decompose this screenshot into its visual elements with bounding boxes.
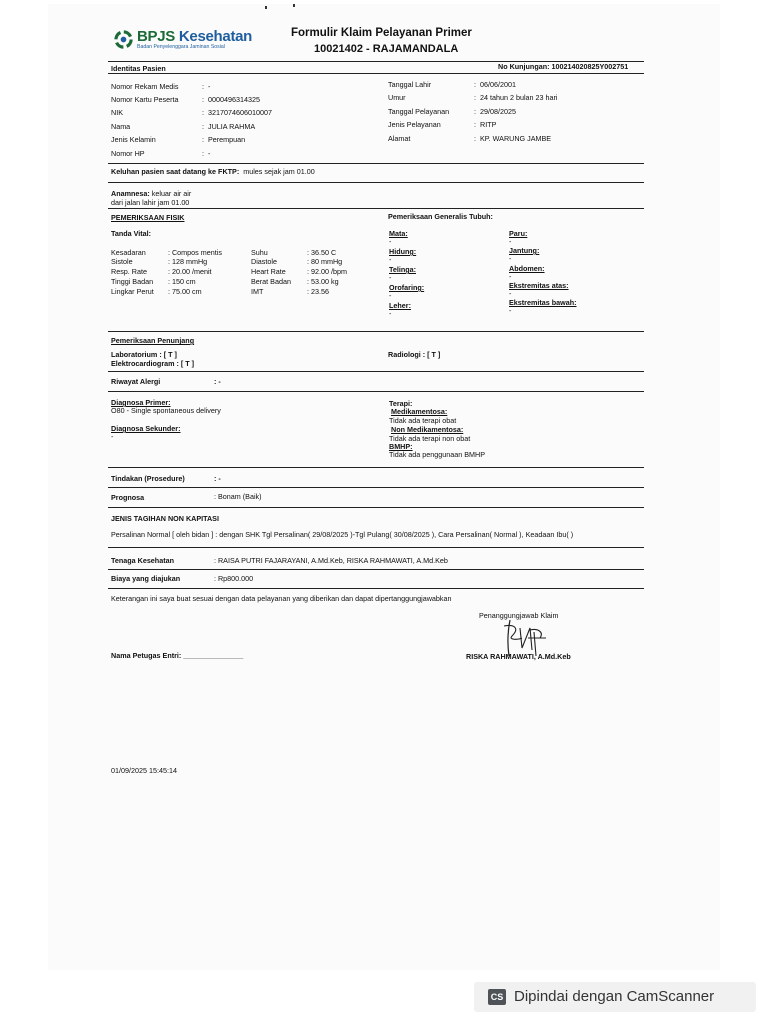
- generalis-label: Paru:: [509, 229, 528, 238]
- generalis-label: Hidung:: [389, 247, 417, 256]
- vital-value: : 128 mmHg: [168, 257, 208, 266]
- generalis-label: Telinga:: [389, 265, 417, 274]
- print-timestamp: 01/09/2025 15:45:14: [111, 766, 177, 775]
- identitas-label: Tanggal Pelayanan: [388, 107, 450, 116]
- tanda-vital-label: Tanda Vital:: [111, 229, 152, 238]
- vital-label: Berat Badan: [251, 277, 291, 286]
- vital-label: Tinggi Badan: [111, 277, 154, 286]
- tindakan-label: Tindakan (Prosedure): [111, 474, 185, 483]
- generalis-label: Orofaring:: [389, 283, 425, 292]
- no-kunjungan: No Kunjungan: 100214020825Y002751: [498, 62, 629, 71]
- non-medikamentosa-value: Tidak ada terapi non obat: [389, 434, 471, 443]
- anamnesa: Anamnesa: keluar air air: [111, 189, 192, 198]
- vital-value: : 20.00 /menit: [168, 267, 212, 276]
- petugas-entri: Nama Petugas Entri: _______________: [111, 651, 244, 660]
- generalis-value: -: [509, 254, 512, 263]
- vital-value: : 23.56: [307, 287, 329, 296]
- vital-value: : 80 mmHg: [307, 257, 343, 266]
- bmhp-label: BMHP:: [389, 442, 413, 451]
- identitas-value: : 24 tahun 2 bulan 23 hari: [474, 93, 558, 102]
- divider: [108, 588, 644, 589]
- identitas-label: Jenis Kelamin: [111, 135, 156, 144]
- identitas-label: Alamat: [388, 134, 411, 143]
- divider: [108, 569, 644, 570]
- generalis-value: -: [389, 309, 392, 318]
- identitas-label: Tanggal Lahir: [388, 80, 432, 89]
- diagnosa-primer-value: O80 - Single spontaneous delivery: [111, 406, 221, 415]
- penanggung-name: RISKA RAHMAWATI, A.Md.Keb: [466, 652, 571, 661]
- biaya-value: : Rp800.000: [214, 574, 254, 583]
- non-medikamentosa-label: Non Medikamentosa:: [391, 425, 464, 434]
- identitas-label: Jenis Pelayanan: [388, 120, 441, 129]
- identitas-value: : JULIA RAHMA: [202, 122, 256, 131]
- vital-label: Lingkar Perut: [111, 287, 154, 296]
- bmhp-value: Tidak ada penggunaan BMHP: [389, 450, 486, 459]
- tenaga-value: : RAISA PUTRI FAJARAYANI, A.Md.Keb, RISKA RAHMAWATI, A.Md.Keb: [214, 556, 448, 565]
- divider: [108, 73, 644, 74]
- logo-subtitle: Badan Penyelenggara Jaminan Sosial: [137, 44, 225, 50]
- divider: [108, 391, 644, 392]
- identitas-value: : 29/08/2025: [474, 107, 516, 116]
- radiologi: Radiologi : [ T ]: [388, 350, 441, 359]
- diagnosa-sekunder-value: -: [111, 432, 114, 441]
- divider: [108, 507, 644, 508]
- alergi-value: : -: [214, 377, 221, 386]
- generalis-label: Leher:: [389, 301, 411, 310]
- prognosa-value: : Bonam (Baik): [214, 492, 262, 501]
- section-penunjang: Pemeriksaan Penunjang: [111, 336, 195, 345]
- vital-value: : 92.00 /bpm: [307, 267, 347, 276]
- vital-label: Suhu: [251, 248, 268, 257]
- logo-name: BPJS Kesehatan: [137, 28, 253, 45]
- generalis-value: -: [389, 255, 392, 264]
- identitas-label: NIK: [111, 108, 123, 117]
- vital-value: : Compos mentis: [168, 248, 222, 257]
- scan-speck: [293, 4, 295, 7]
- generalis-label: Jantung:: [509, 246, 540, 255]
- tagihan-title: JENIS TAGIHAN NON KAPITASI: [111, 514, 219, 523]
- generalis-label: Ekstremitas atas:: [509, 281, 569, 290]
- scan-speck: [265, 6, 267, 9]
- divider: [108, 331, 644, 332]
- divider: [108, 547, 644, 548]
- generalis-value: -: [389, 291, 392, 300]
- tindakan-value: : -: [214, 474, 221, 483]
- diagnosa-sekunder-label: Diagnosa Sekunder:: [111, 424, 181, 433]
- generalis-value: -: [509, 306, 512, 315]
- camscanner-icon: CS: [488, 989, 506, 1005]
- laboratorium: Laboratorium : [ T ]: [111, 350, 177, 359]
- identitas-value: : -: [202, 149, 211, 158]
- generalis-value: -: [389, 273, 392, 282]
- elektrokardiogram: Elektrocardiogram : [ T ]: [111, 359, 195, 368]
- bpjs-logo-icon: [114, 30, 133, 49]
- prognosa-label: Prognosa: [111, 493, 145, 502]
- keluhan: Keluhan pasien saat datang ke FKTP: mules sejak jam 01.00: [111, 167, 315, 176]
- medikamentosa-label: Medikamentosa:: [391, 407, 448, 416]
- identitas-value: : -: [202, 82, 211, 91]
- identitas-value: : 06/06/2001: [474, 80, 516, 89]
- camscanner-badge: [474, 982, 756, 1012]
- vital-value: : 53.00 kg: [307, 277, 339, 286]
- diagnosa-primer-label: Diagnosa Primer:: [111, 398, 171, 407]
- generalis-label: Ekstremitas bawah:: [509, 298, 577, 307]
- vital-label: Sistole: [111, 257, 133, 266]
- biaya-label: Biaya yang diajukan: [111, 574, 181, 583]
- divider: [108, 487, 644, 488]
- form-subtitle: 10021402 - RAJAMANDALA: [314, 43, 459, 55]
- vital-label: Kesadaran: [111, 248, 146, 257]
- identitas-label: Nomor Kartu Peserta: [111, 95, 179, 104]
- identitas-value: : KP. WARUNG JAMBE: [474, 134, 552, 143]
- generalis-value: -: [509, 289, 512, 298]
- terapi-label: Terapi:: [389, 399, 413, 408]
- tagihan-detail: Persalinan Normal [ oleh bidan ] : dengan SHK Tgl Persalinan( 29/08/2025 )-Tgl Pulang( 30/08/2025 ), Cara Persalinan( Normal ), Keadaan Ibu( ): [111, 530, 574, 539]
- divider: [108, 371, 644, 372]
- form-title: Formulir Klaim Pelayanan Primer: [291, 27, 472, 39]
- identitas-label: Nama: [111, 122, 131, 131]
- tenaga-label: Tenaga Kesehatan: [111, 556, 174, 565]
- identitas-label: Umur: [388, 93, 406, 102]
- generalis-title: Pemeriksaan Generalis Tubuh:: [388, 212, 493, 221]
- identitas-value: : RITP: [474, 120, 497, 129]
- generalis-value: -: [509, 237, 512, 246]
- section-pemeriksaan-fisik: PEMERIKSAAN FISIK: [111, 213, 185, 222]
- vital-value: : 150 cm: [168, 277, 196, 286]
- anamnesa-line2: dari jalan lahir jam 01.00: [111, 198, 190, 207]
- identitas-value: : Perempuan: [202, 135, 246, 144]
- alergi-label: Riwayat Alergi: [111, 377, 161, 386]
- camscanner-text: Dipindai dengan CamScanner: [514, 988, 715, 1005]
- vital-value: : 36.50 C: [307, 248, 337, 257]
- vital-label: IMT: [251, 287, 264, 296]
- keterangan: Keterangan ini saya buat sesuai dengan data pelayanan yang diberikan dan dapat dipertanggungjawabkan: [111, 594, 452, 603]
- identitas-label: Nomor HP: [111, 149, 145, 158]
- identitas-value: : 0000496314325: [202, 95, 260, 104]
- identitas-value: : 3217074606010007: [202, 108, 272, 117]
- divider: [108, 163, 644, 164]
- divider: [108, 467, 644, 468]
- generalis-label: Abdomen:: [509, 264, 545, 273]
- generalis-label: Mata:: [389, 229, 408, 238]
- vital-label: Heart Rate: [251, 267, 286, 276]
- vital-value: : 75.00 cm: [168, 287, 202, 296]
- divider: [108, 182, 644, 183]
- identitas-label: Nomor Rekam Medis: [111, 82, 179, 91]
- medikamentosa-value: Tidak ada terapi obat: [389, 416, 457, 425]
- divider: [108, 208, 644, 209]
- section-identitas: Identitas Pasien: [111, 64, 166, 73]
- generalis-value: -: [509, 272, 512, 281]
- vital-label: Resp. Rate: [111, 267, 147, 276]
- penanggung-label: Penanggungjawab Klaim: [479, 611, 559, 620]
- vital-label: Diastole: [251, 257, 277, 266]
- generalis-value: -: [389, 237, 392, 246]
